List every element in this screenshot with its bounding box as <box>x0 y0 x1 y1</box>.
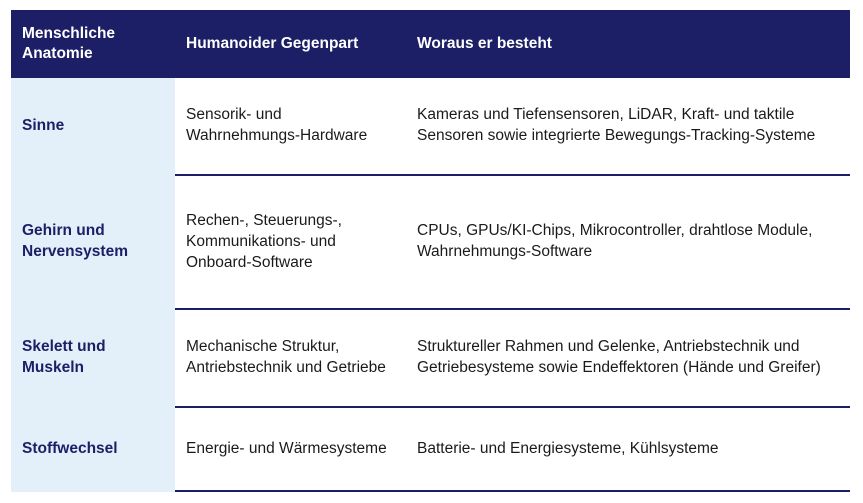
comparison-table <box>11 10 850 492</box>
header-components: Woraus er besteht <box>417 35 552 52</box>
header-counterpart: Humanoider Gegenpart <box>186 35 359 52</box>
row-divider <box>175 490 850 492</box>
counterpart-cell: Energie- und Wärmesysteme <box>186 439 387 457</box>
table-row <box>11 408 850 492</box>
components-cell: Struktureller Rahmen und Gelenke, Antriebstechnik und Getriebesysteme sowie Endeffektoren (Hände und Greifer) <box>417 338 821 376</box>
table-row <box>11 78 850 176</box>
anatomy-cell: Gehirn und Nervensystem <box>11 176 175 310</box>
table-row <box>11 176 850 310</box>
components-cell: Kameras und Tiefensensoren, LiDAR, Kraft- und taktile Sensoren sowie integrierte Bewegungs-Tracking-Systeme <box>417 106 816 144</box>
anatomy-cell: Stoffwechsel <box>11 408 175 492</box>
components-cell: CPUs, GPUs/KI-Chips, Mikrocontroller, drahtlose Module, Wahrnehmungs-Software <box>417 222 813 260</box>
counterpart-cell: Sensorik- und Wahrnehmungs-Hardware <box>186 106 368 144</box>
anatomy-cell: Sinne <box>11 78 175 176</box>
table-header <box>11 10 850 78</box>
counterpart-cell: Mechanische Struktur, Antriebstechnik und Getriebe <box>186 338 386 376</box>
header-anatomy: Menschliche Anatomie <box>22 25 116 62</box>
anatomy-cell: Skelett und Muskeln <box>11 310 175 408</box>
table-row <box>11 310 850 408</box>
components-cell: Batterie- und Energiesysteme, Kühlsysteme <box>417 439 719 457</box>
counterpart-cell: Rechen-, Steuerungs-, Kommunikations- und Onboard-Software <box>186 211 342 271</box>
